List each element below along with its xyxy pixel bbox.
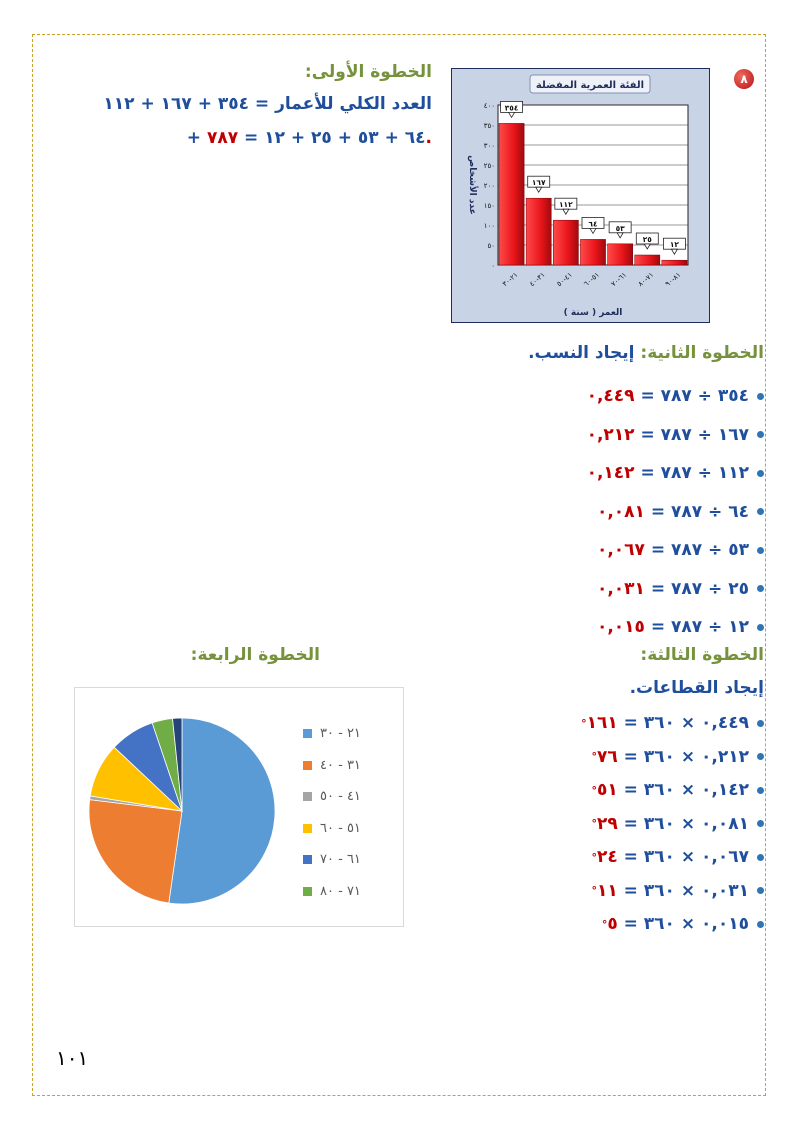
bar [553,220,578,265]
x-axis-label: العمر ( سنة ) [563,308,623,318]
sector-result: ٥١ [596,780,618,800]
step1-line2 [187,128,432,148]
sector-row [591,777,764,803]
bullet-icon [757,585,764,592]
degree-unit: ° [591,783,597,797]
legend-item [303,876,361,908]
y-tick-label: ٤٠٠ [483,102,495,110]
pie-legend [303,718,361,907]
bar [635,255,660,265]
bullet-icon [757,921,764,928]
bar-value-label: ٢٥ [642,235,652,244]
ratio-result: ٠,١٤٢ [586,463,635,483]
pie-slice [89,800,182,903]
y-tick-label: ٥٠ [487,242,495,250]
step1-line1: العدد الكلي للأعمار = ٣٥٤ + ١٦٧ + ١١٢ [103,94,432,114]
bullet-icon [757,753,764,760]
ratio-row [597,614,764,640]
legend-swatch [303,761,312,770]
legend-swatch [303,855,312,864]
ratio-row [597,499,764,525]
ratio-result: ٠,٠١٥ [596,617,645,637]
legend-label: ٦١ - ٧٠ [320,852,361,868]
legend-swatch [303,887,312,896]
bar-chart-panel [451,68,710,323]
x-tick-label: ٦١-٧٠ [609,270,629,289]
step1-total: ٧٨٧. [206,128,432,148]
legend-label: ٥١ - ٦٠ [320,820,361,836]
page-number: ١٠١ [56,1046,89,1070]
legend-item [303,844,361,876]
ratio-result: ٠,٠٦٧ [596,540,645,560]
legend-swatch [303,824,312,833]
ratio-expression: ٥٣ ÷ ٧٨٧ = [650,540,749,560]
legend-label: ٤١ - ٥٠ [320,789,361,805]
ratio-result: ٠,٠٨١ [596,501,645,522]
bullet-icon [757,547,764,554]
bullet-icon [757,393,764,400]
bar [608,244,633,265]
ratio-expression: ١١٢ ÷ ٧٨٧ = [640,463,749,483]
bar-chart-title: الفئة العمرية المفضلة [535,80,645,91]
ratio-result: ٠,٤٤٩ [586,386,635,406]
bullet-icon [757,624,764,631]
ratio-row [587,422,764,448]
legend-swatch [303,792,312,801]
ratio-row [587,460,764,486]
bar-value-label: ٦٤ [588,219,598,229]
x-tick-label: ٤١-٥٠ [555,270,574,289]
sector-result: ٢٩ [596,813,618,834]
bullet-icon [757,431,764,438]
bar-value-label: ٥٣ [615,223,625,233]
sector-expression: ٠,٠٦٧ × ٣٦٠ = [623,847,749,867]
sector-result: ٢٤ [596,847,618,867]
y-tick-label: ١٥٠ [483,202,495,210]
bullet-icon [757,854,764,861]
y-tick-label: ٠ [491,262,495,270]
bar [580,239,605,265]
sector-expression: ٠,٢١٢ × ٣٦٠ = [623,746,749,767]
y-tick-label: ٢٥٠ [483,162,495,170]
step1-title: الخطوة الأولى: [304,62,432,82]
y-tick-label: ٢٠٠ [483,182,495,190]
x-tick-label: ٢١-٣٠ [500,270,520,289]
ratio-result: ٠,٠٣١ [596,578,645,599]
step3-title: الخطوة الثالثة: [640,645,764,665]
ratio-row [587,383,764,409]
problem-number-badge: ٨ [734,69,754,89]
x-tick-label: ٣١-٤٠ [528,270,547,289]
ratio-result: ٠,٢١٢ [586,424,635,445]
y-axis-label: عدد الأشخاص [467,155,477,215]
legend-label: ٣١ - ٤٠ [320,757,361,773]
ratio-expression: ١٢ ÷ ٧٨٧ = [650,617,749,637]
degree-unit: ° [601,917,608,931]
x-tick-label: ٥١-٦٠ [582,270,602,289]
ratio-expression: ٣٥٤ ÷ ٧٨٧ = [640,386,749,406]
bar-chart [452,69,708,321]
sector-expression: ٠,٤٤٩ × ٣٦٠ = [623,713,749,733]
bullet-icon [757,470,764,477]
x-tick-label: ٧١-٨٠ [636,270,656,289]
ratio-expression: ١٦٧ ÷ ٧٨٧ = [640,424,749,445]
sector-row [591,811,764,837]
sector-result: ١٦١ [586,713,618,733]
ratio-expression: ٢٥ ÷ ٧٨٧ = [650,578,749,599]
bullet-icon [757,787,764,794]
bullet-icon [757,720,764,727]
bar-value-label: ١١٢ [558,200,573,210]
legend-swatch [303,729,312,738]
step2-heading [528,343,764,363]
step2-title: الخطوة الثانية: [640,343,764,363]
legend-item [303,781,361,813]
pie-chart-panel [74,687,404,927]
sector-row [591,878,764,904]
bar [526,198,551,265]
sector-result: ٧٦ [596,746,618,767]
step3-subtitle: إيجاد القطاعات. [629,678,764,698]
ratio-expression: ٦٤ ÷ ٧٨٧ = [650,501,749,522]
sector-result: ١١ [596,880,618,901]
sector-row [581,710,764,736]
degree-unit: ° [581,716,587,730]
bullet-icon [757,508,764,515]
degree-unit: ° [591,850,597,864]
step2-subtitle: إيجاد النسب. [528,343,635,363]
y-tick-label: ١٠٠ [483,222,495,230]
ratio-row [597,537,764,563]
y-tick-label: ٣٠٠ [483,142,495,150]
bar-value-label: ٣٥٤ [504,103,519,113]
bullet-icon [757,887,764,894]
step1-line2-sum: + ٦٤ + ٥٣ + ٢٥ + ١٢ = [186,128,426,148]
legend-item [303,750,361,782]
degree-unit: ° [591,817,597,830]
bar [499,123,524,265]
sector-expression: ٠,١٤٢ × ٣٦٠ = [623,780,749,800]
sector-result: ٥ [607,914,618,934]
degree-unit: ° [591,884,597,897]
bullet-icon [757,820,764,827]
degree-unit: ° [591,750,597,763]
pie-slice [169,718,275,904]
sector-row [591,844,764,870]
x-tick-label: ٨١-٩٠ [663,270,683,289]
sector-expression: ٠,٠١٥ × ٣٦٠ = [623,914,749,934]
step4-title: الخطوة الرابعة: [190,645,320,665]
sector-expression: ٠,٠٨١ × ٣٦٠ = [623,813,749,834]
bar-value-label: ١٦٧ [531,178,546,188]
sector-expression: ٠,٠٣١ × ٣٦٠ = [623,880,749,901]
legend-label: ٧١ - ٨٠ [320,883,361,899]
legend-label: ٢١ - ٣٠ [320,726,361,742]
legend-item [303,813,361,845]
sector-row [591,744,764,770]
bar-value-label: ١٢ [669,240,680,250]
bar [662,260,687,265]
sector-row [602,911,764,937]
ratio-row [597,576,764,602]
y-tick-label: ٣٥٠ [483,122,495,130]
legend-item [303,718,361,750]
